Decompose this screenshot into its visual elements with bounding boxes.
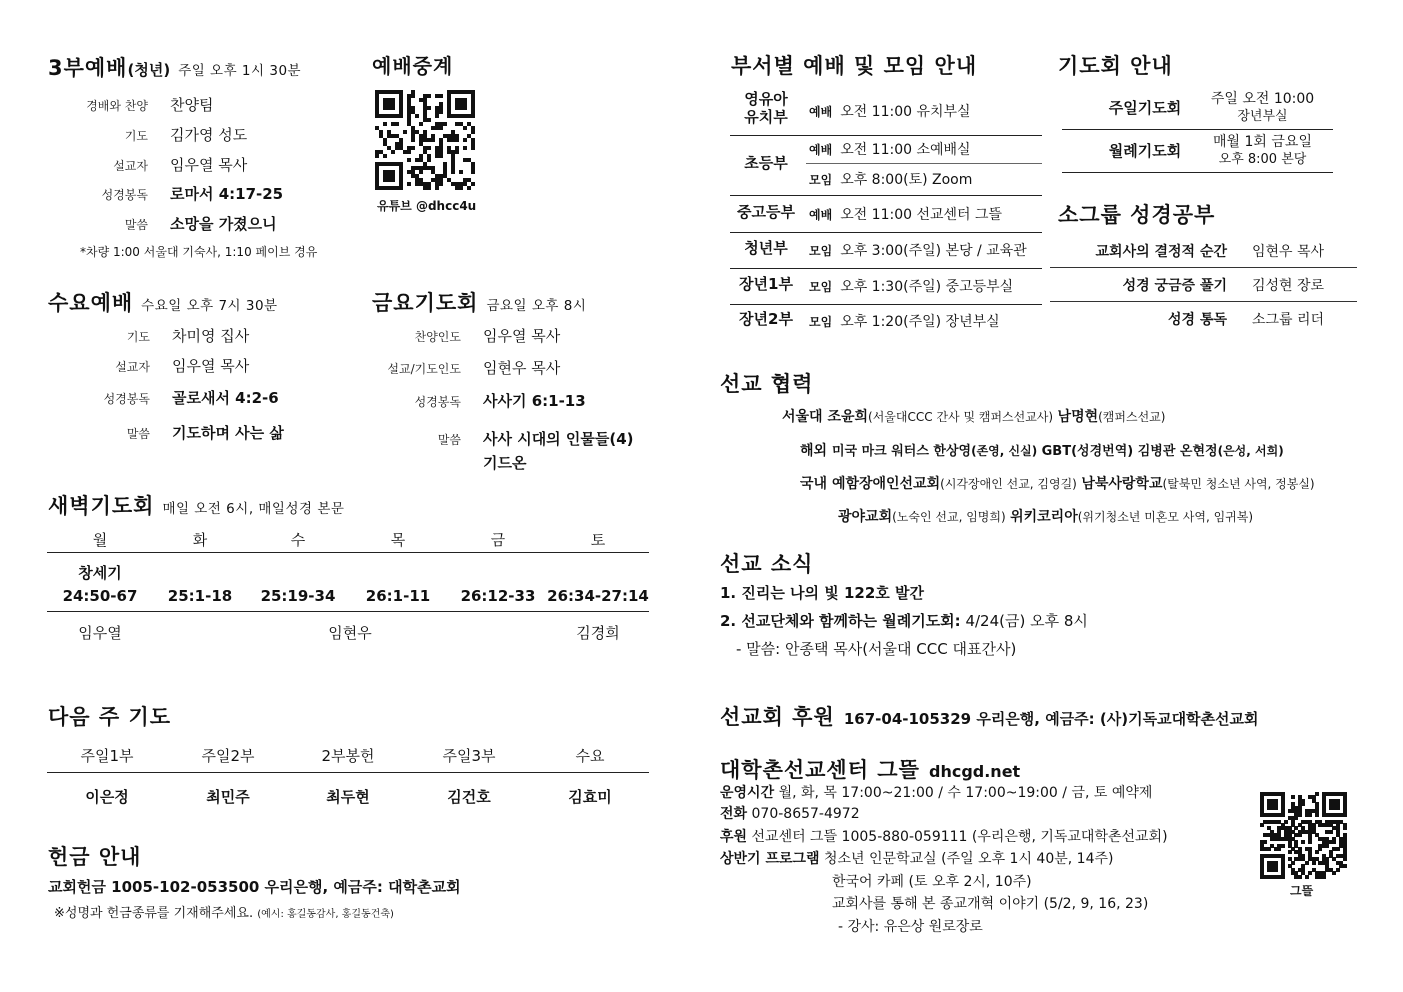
prayer-meeting-time: 매월 1회 금요일 xyxy=(1213,134,1312,150)
qr-module xyxy=(383,122,387,126)
qr-module xyxy=(1308,840,1312,844)
department-item xyxy=(809,240,1027,260)
department-item xyxy=(809,276,1013,296)
qr-module xyxy=(463,126,467,130)
youtube-qr-code[interactable] xyxy=(375,90,475,190)
meeting-detail: 오후 1:30(주일) 중고등부실 xyxy=(840,279,1014,295)
qr-module xyxy=(455,138,459,142)
qr-module xyxy=(419,122,423,126)
qr-module xyxy=(1308,813,1312,817)
order-value: 임현우 목사 xyxy=(483,359,561,377)
divider xyxy=(806,163,1042,164)
qr-module xyxy=(1274,806,1278,810)
meeting-type: 모임 xyxy=(809,244,833,258)
passage: 25:1-18 xyxy=(167,587,233,605)
meeting-detail: 오전 11:00 소예배실 xyxy=(840,142,971,158)
divider xyxy=(730,232,1042,233)
department-name: 장년1부 xyxy=(739,275,793,293)
sunday3-time: 주일 오후 1시 30분 xyxy=(178,63,302,79)
mission-news-item3: - 말씀: 안종택 목사(서울대 CCC 대표간사) xyxy=(736,640,1017,658)
dawn-time: 매일 오전 6시, 매일성경 본문 xyxy=(162,501,345,517)
qr-module xyxy=(427,94,431,98)
prayer-person: 최두현 xyxy=(326,788,370,806)
friday-time: 금요일 오후 8시 xyxy=(486,298,587,314)
qr-module xyxy=(471,130,475,134)
mission-partner-line xyxy=(800,440,1284,460)
qr-module xyxy=(1336,868,1340,872)
prayer-meeting-name: 월례기도회 xyxy=(1108,142,1182,160)
qr-module xyxy=(471,146,475,150)
leader-name: 김경희 xyxy=(576,624,620,642)
meeting-type: 모임 xyxy=(809,173,833,187)
qr-module xyxy=(399,114,403,118)
mission-partner-detail: (위기청소년 미혼모 사역, 임귀복) xyxy=(1077,510,1254,524)
departments-title: 부서별 예배 및 모임 안내 xyxy=(731,54,978,78)
order-label: 설교/기도인도 xyxy=(387,362,461,376)
order-label: 기도 xyxy=(126,330,150,344)
meeting-type: 예배 xyxy=(809,143,833,157)
qr-module xyxy=(391,106,395,110)
department-name: 영유아 유치부 xyxy=(744,90,788,126)
order-label: 말씀 xyxy=(126,427,150,441)
qr-module xyxy=(411,138,415,142)
divider xyxy=(1050,234,1357,235)
mission-region: 국내 xyxy=(800,476,832,492)
divider xyxy=(730,268,1042,269)
order-value: 로마서 4:17-25 xyxy=(170,185,284,203)
qr-module xyxy=(1315,850,1319,854)
friday-title: 금요기도회 금요일 오후 8시 xyxy=(372,291,587,315)
dawn-title: 새벽기도회 매일 오전 6시, 매일성경 본문 xyxy=(48,494,345,518)
prayer-role: 주일2부 xyxy=(201,747,255,765)
qr-module xyxy=(463,146,467,150)
qr-module xyxy=(1318,847,1322,851)
study-leader: 임현우 목사 xyxy=(1252,244,1325,260)
meeting-detail: 오후 8:00(토) Zoom xyxy=(840,172,973,188)
qr-module xyxy=(1291,795,1295,799)
mission-partner-detail: (서울대CCC 간사 및 캠퍼스선교사) xyxy=(868,410,1054,424)
prayer-person: 이은정 xyxy=(85,788,129,806)
divider xyxy=(1050,301,1357,302)
qr-module xyxy=(1329,830,1333,834)
order-label: 말씀 xyxy=(124,218,148,232)
qr-module xyxy=(1315,792,1319,796)
qr-module xyxy=(451,170,455,174)
center-programs: 상반기 프로그램 청소년 인문학교실 (주일 오후 1시 40분, 14주) xyxy=(720,851,1114,867)
qr-module xyxy=(1294,816,1298,820)
support-line: 선교회 후원 167-04-105329 우리은행, 예금주: (사)기독교대학촌선교회 xyxy=(720,705,1259,729)
qr-module xyxy=(1312,861,1316,865)
department-item xyxy=(809,101,971,121)
qr-module xyxy=(427,146,431,150)
qr-module xyxy=(1332,871,1336,875)
qr-module xyxy=(435,186,439,190)
prayer-title: 기도회 안내 xyxy=(1058,54,1173,78)
offering-note: ※성명과 헌금종류를 기재해주세요. (예시: 홍길동감사, 홍길동건축) xyxy=(54,906,394,921)
mission-partner: GBT(성경번역) 김병관 온현정 xyxy=(1041,444,1218,459)
qr-module xyxy=(411,146,415,150)
qr-module xyxy=(395,122,399,126)
qr-module xyxy=(1281,844,1285,848)
meeting-type: 예배 xyxy=(809,207,833,222)
prayer-meeting-place: 오후 8:00 본당 xyxy=(1218,152,1307,167)
order-label: 성경봉독 xyxy=(414,395,461,409)
qr-module xyxy=(415,114,419,118)
mission-partner-line xyxy=(800,473,1315,493)
order-value: 소망을 가졌으니 xyxy=(170,215,277,233)
mission-coop-title: 선교 협력 xyxy=(720,372,814,396)
mission-news-item1: 1. 진리는 나의 빛 122호 발간 xyxy=(720,584,924,602)
prayer-role: 2부봉헌 xyxy=(321,747,375,765)
qr-module xyxy=(1343,857,1347,861)
program-item: 교회사를 통해 본 종교개혁 이야기 (5/2, 9, 16, 23) xyxy=(832,896,1149,912)
divider xyxy=(47,552,649,553)
qr-module xyxy=(1288,850,1292,854)
qr-module xyxy=(1308,871,1312,875)
qr-module xyxy=(1263,840,1267,844)
smallgroup-title: 소그룹 성경공부 xyxy=(1058,203,1216,227)
leader-name: 임현우 xyxy=(328,624,372,642)
mission-partner-line xyxy=(838,506,1253,526)
qr-module xyxy=(443,122,447,126)
center-support: 후원 선교센터 그뜰 1005-880-059111 (우리은행, 기독교대학촌선교회) xyxy=(720,829,1168,845)
passage: 25:19-34 xyxy=(260,587,336,605)
qr-module xyxy=(435,114,439,118)
offering-account: 교회헌금 1005-102-053500 우리은행, 예금주: 대학촌교회 xyxy=(48,878,461,896)
study-name: 성경 궁금증 풀기 xyxy=(1122,278,1227,294)
study-leader: 소그룹 리더 xyxy=(1252,312,1325,328)
weekday-header: 토 xyxy=(590,531,606,549)
qr-module xyxy=(427,118,431,122)
qr-module xyxy=(1274,868,1278,872)
meeting-detail: 오전 11:00 선교센터 그뜰 xyxy=(840,206,1003,223)
qr-module xyxy=(427,186,431,190)
prayer-meeting-time: 주일 오전 10:00 xyxy=(1210,91,1315,107)
qr-module xyxy=(1343,864,1347,868)
wednesday-time: 수요일 오후 7시 30분 xyxy=(141,298,278,314)
program-item: 한국어 카페 (토 오후 2시, 10주) xyxy=(832,874,1032,890)
qr-module xyxy=(1298,875,1302,879)
qr-module xyxy=(455,150,459,154)
divider xyxy=(47,772,649,773)
qr-module xyxy=(383,154,387,158)
qr-module xyxy=(1301,802,1305,806)
order-value: 기드온 xyxy=(483,454,527,472)
department-name: 중고등부 xyxy=(737,202,795,221)
center-hours: 운영시간 월, 화, 목 17:00~21:00 / 수 17:00~19:00 / 금, 토 예약제 xyxy=(720,785,1153,801)
divider xyxy=(1062,129,1333,130)
qr-module xyxy=(471,170,475,174)
qr-module xyxy=(1301,840,1305,844)
qr-module xyxy=(407,150,411,154)
prayer-role: 주일3부 xyxy=(442,747,496,765)
weekday-header: 화 xyxy=(192,531,208,549)
order-value: 임우열 목사 xyxy=(170,156,248,174)
qr-module xyxy=(427,158,431,162)
mission-partner: 남명현 xyxy=(1057,409,1099,425)
meeting-type: 예배 xyxy=(809,105,833,119)
qr-module xyxy=(1281,875,1285,879)
order-value: 사사 시대의 인물들(4) xyxy=(483,430,634,448)
passage: 24:50-67 xyxy=(62,587,138,605)
order-value: 기도하며 사는 삶 xyxy=(172,424,284,442)
meeting-type: 모임 xyxy=(809,280,833,294)
study-name: 성경 통독 xyxy=(1168,312,1227,328)
qr-module xyxy=(459,170,463,174)
prayer-role: 주일1부 xyxy=(80,747,134,765)
qr-module xyxy=(1332,840,1336,844)
mission-partner: 위키코리아 xyxy=(1010,509,1078,525)
order-value: 사사기 6:1-13 xyxy=(483,392,586,410)
qr-module xyxy=(459,186,463,190)
next-week-title: 다음 주 기도 xyxy=(48,705,172,729)
weekday-header: 금 xyxy=(490,531,506,549)
mission-news-title: 선교 소식 xyxy=(720,552,814,576)
mission-partner-detail: (시각장애인 선교, 김영길) xyxy=(940,477,1077,491)
mission-partner: 예함장애인선교회 xyxy=(831,476,941,492)
center-phone: 전화 070-8657-4972 xyxy=(720,806,860,822)
mission-partner: 미국 마크 워터스 한상영 xyxy=(831,444,972,459)
qr-module xyxy=(1322,875,1326,879)
order-label: 설교자 xyxy=(113,159,148,173)
order-value: 임우열 목사 xyxy=(483,327,561,345)
qr-module xyxy=(419,170,423,174)
department-name: 장년2부 xyxy=(739,310,793,328)
qr-module xyxy=(1281,813,1285,817)
wednesday-title: 수요예배 수요일 오후 7시 30분 xyxy=(48,291,278,315)
divider xyxy=(730,304,1042,305)
mission-partner-detail: (은성, 서희) xyxy=(1217,444,1284,458)
prayer-person: 김효미 xyxy=(568,788,612,806)
divider xyxy=(730,195,1042,196)
order-label: 성경봉독 xyxy=(101,188,148,202)
broadcast-caption: 유튜브 @dhcc4u xyxy=(377,199,477,213)
weekday-header: 월 xyxy=(92,531,108,549)
center-qr-code[interactable] xyxy=(1260,792,1346,878)
mission-partner-detail: (노숙인 선교, 임명희) xyxy=(892,510,1006,524)
divider xyxy=(730,135,1042,136)
qr-module xyxy=(375,154,379,158)
qr-module xyxy=(403,130,407,134)
department-item xyxy=(809,204,1002,224)
qr-module xyxy=(407,158,411,162)
department-item xyxy=(809,139,971,159)
qr-module xyxy=(439,154,443,158)
prayer-meeting-name: 주일기도회 xyxy=(1108,99,1182,117)
order-value: 찬양팀 xyxy=(170,96,214,114)
qr-module xyxy=(463,106,467,110)
prayer-meeting-place: 장년부실 xyxy=(1237,109,1288,124)
mission-partner-detail: (탈북민 청소년 사역, 정봉실) xyxy=(1162,477,1315,491)
qr-module xyxy=(399,186,403,190)
divider xyxy=(1050,267,1357,268)
mission-news-item2: 2. 선교단체와 함께하는 월례기도회: 4/24(금) 오후 8시 xyxy=(720,612,1088,630)
broadcast-title: 예배중계 xyxy=(372,54,454,78)
program-item: - 강사: 유은상 원로장로 xyxy=(838,919,983,935)
prayer-person: 김건호 xyxy=(447,788,491,806)
prayer-role: 수요 xyxy=(575,747,605,765)
department-name: 초등부 xyxy=(744,154,788,172)
department-name: 청년부 xyxy=(744,239,788,257)
department-item xyxy=(809,169,972,189)
qr-module xyxy=(439,182,443,186)
order-value: 골로새서 4:2-6 xyxy=(172,389,279,407)
qr-module xyxy=(1260,823,1264,827)
order-label: 경배와 찬양 xyxy=(86,99,148,113)
qr-module xyxy=(431,138,435,142)
qr-module xyxy=(1291,861,1295,865)
order-label: 설교자 xyxy=(115,360,150,374)
order-value: 차미영 집사 xyxy=(172,327,250,345)
order-label: 찬양인도 xyxy=(414,330,461,344)
qr-module xyxy=(467,186,471,190)
qr-module xyxy=(1284,820,1288,824)
meeting-detail: 오전 11:00 유치부실 xyxy=(840,104,971,120)
divider xyxy=(1062,172,1333,173)
offering-title: 헌금 안내 xyxy=(48,845,142,869)
meeting-detail: 오후 1:20(주일) 장년부실 xyxy=(840,314,1000,330)
mission-region: 서울대 xyxy=(782,409,828,425)
weekday-header: 목 xyxy=(390,531,406,549)
qr-module xyxy=(1305,875,1309,879)
qr-module xyxy=(471,114,475,118)
qr-module xyxy=(1315,813,1319,817)
weekday-header: 수 xyxy=(290,531,306,549)
order-label: 기도 xyxy=(124,129,148,143)
center-title: 대학촌선교센터 그뜰 dhcgd.net xyxy=(720,758,1021,782)
mission-partner: 조윤희 xyxy=(827,409,869,425)
qr-module xyxy=(1305,861,1309,865)
qr-module xyxy=(1343,813,1347,817)
meeting-detail: 오후 3:00(주일) 본당 / 교육관 xyxy=(840,243,1027,259)
qr-module xyxy=(1325,844,1329,848)
passage: 26:34-27:14 xyxy=(547,587,649,605)
qr-module xyxy=(1336,847,1340,851)
mission-partner-detail: (존영, 신실) xyxy=(971,444,1038,458)
qr-module xyxy=(391,178,395,182)
order-label: 성경봉독 xyxy=(103,392,150,406)
qr-module xyxy=(1298,833,1302,837)
sunday3-note: *차량 1:00 서울대 기숙사, 1:10 페이브 경유 xyxy=(80,245,318,259)
qr-module xyxy=(439,110,443,114)
qr-module xyxy=(391,150,395,154)
study-leader: 김성현 장로 xyxy=(1252,278,1325,294)
mission-partner-line xyxy=(782,406,1165,426)
qr-module xyxy=(427,106,431,110)
study-name: 교회사의 결정적 순간 xyxy=(1095,244,1227,260)
order-value: 김가영 성도 xyxy=(170,126,248,144)
qr-module xyxy=(439,94,443,98)
qr-module xyxy=(1336,806,1340,810)
passage: 26:1-11 xyxy=(365,587,431,605)
qr-module xyxy=(407,182,411,186)
qr-module xyxy=(411,94,415,98)
qr-module xyxy=(439,126,443,130)
mission-region: 해외 xyxy=(800,443,832,459)
meeting-type: 모임 xyxy=(809,315,833,329)
department-item xyxy=(809,311,1000,331)
mission-partner-detail: (캠퍼스선교) xyxy=(1098,410,1166,424)
qr-module xyxy=(471,182,475,186)
qr-module xyxy=(1267,847,1271,851)
qr-module xyxy=(463,138,467,142)
center-qr-caption: 그뜰 xyxy=(1290,884,1314,898)
sunday3-title: 3부예배(청년) 주일 오후 1시 30분 xyxy=(48,56,302,80)
qr-module xyxy=(1343,826,1347,830)
qr-module xyxy=(1298,813,1302,817)
mission-partner: 광야교회 xyxy=(838,509,893,525)
passage: 26:12-33 xyxy=(460,587,536,605)
book-name: 창세기 xyxy=(78,564,122,582)
qr-module xyxy=(1277,847,1281,851)
order-label: 말씀 xyxy=(437,433,461,447)
order-value: 임우열 목사 xyxy=(172,357,250,375)
prayer-person: 최민주 xyxy=(206,788,250,806)
leader-name: 임우열 xyxy=(78,624,122,642)
divider xyxy=(47,611,649,612)
mission-partner: 남북사랑학교 xyxy=(1081,476,1163,492)
